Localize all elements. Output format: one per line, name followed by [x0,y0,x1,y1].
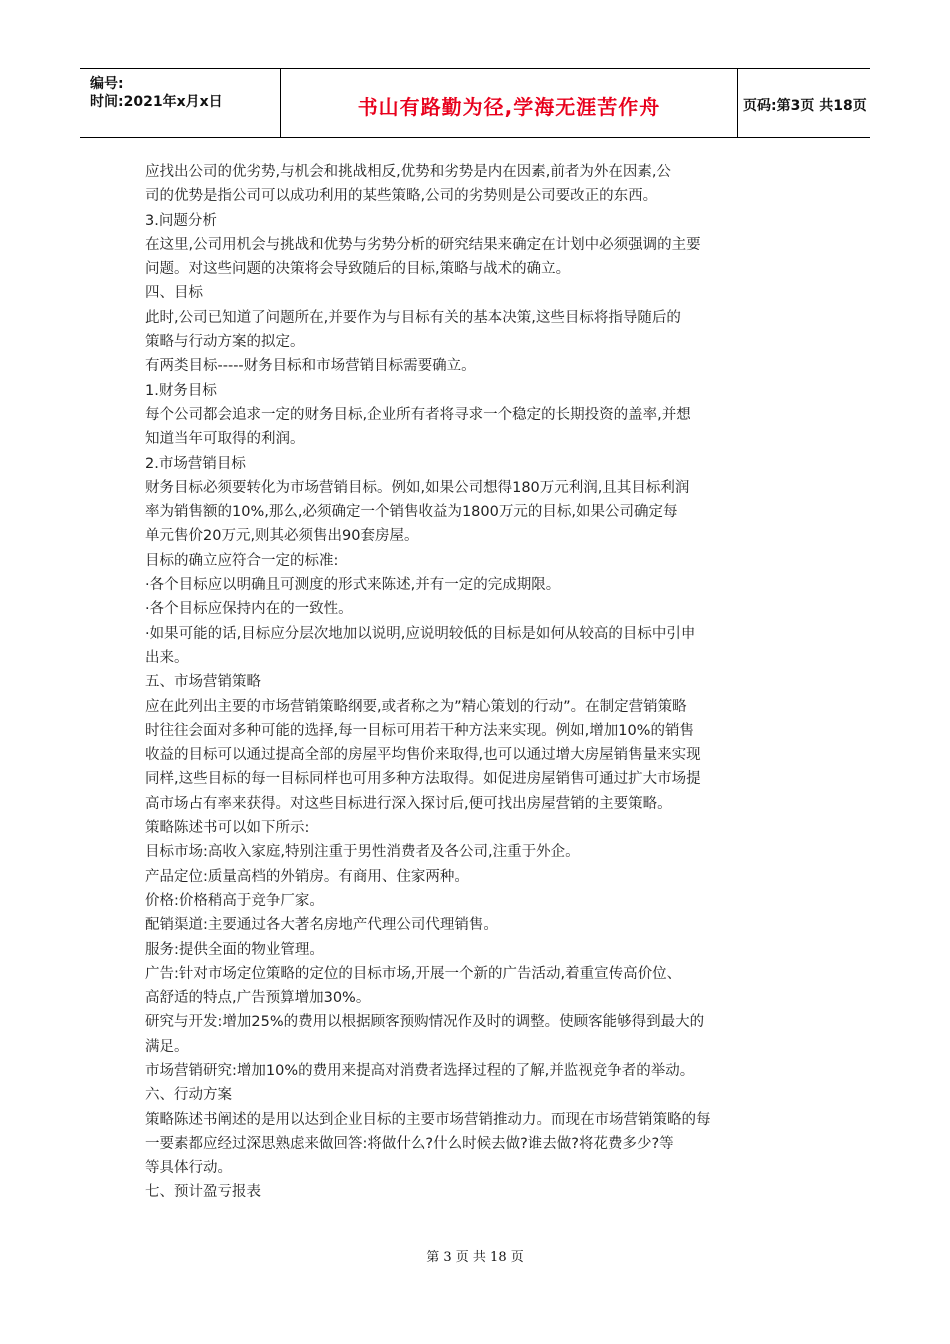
document-body [145,160,810,1205]
body-text-line: 五、市场营销策略 [145,674,261,691]
body-text-line: 服务:提供全面的物业管理。 [145,941,324,958]
body-text-line: 问题。对这些问题的决策将会导致随后的目标,策略与战术的确立。 [145,261,571,278]
body-text-line: 2.市场营销目标 [145,455,246,472]
body-text-line: 满足。 [145,1038,189,1055]
body-text-line: 研究与开发:增加25%的费用以根据顾客预购情况作及时的调整。使顾客能够得到最大的 [145,1014,705,1031]
body-text-line: ·各个目标应以明确且可测度的形式来陈述,并有一定的完成期限。 [145,577,561,594]
body-text-line: 价格:价格稍高于竞争厂家。 [145,892,324,909]
body-text-line: 在这里,公司用机会与挑战和优势与劣势分析的研究结果来确定在计划中必须强调的主要 [145,236,701,253]
page-footer: 第 3 页 共 18 页 [426,1250,524,1265]
page-header [80,68,870,138]
body-text-line: 目标的确立应符合一定的标准: [145,552,339,569]
body-text-line: 广告:针对市场定位策略的定位的目标市场,开展一个新的广告活动,着重宣传高价位、 [145,965,682,982]
document-date-label: 时间:2021年x月x日 [90,94,223,110]
body-text-line: 策略陈述书可以如下所示: [145,820,310,837]
page-code-label: 页码:第3页 共18页 [743,98,867,114]
body-text-line: 率为销售额的10%,那么,必须确定一个销售收益为1800万元的目标,如果公司确定每 [145,504,678,521]
body-text-line: 3.问题分析 [145,212,217,229]
header-motto-cell [280,69,738,137]
body-text-line: 四、目标 [145,285,203,302]
header-page-cell [737,69,870,137]
body-text-line: 每个公司都会追求一定的财务目标,企业所有者将寻求一个稳定的长期投资的盖率,并想 [145,406,691,423]
body-text-line: ·各个目标应保持内在的一致性。 [145,601,353,618]
body-text-line: 司的优势是指公司可以成功利用的某些策略,公司的劣势则是公司要改正的东西。 [145,188,658,205]
body-text-line: 一要素都应经过深思熟虑来做回答:将做什么?什么时候去做?谁去做?将花费多少?等 [145,1135,674,1152]
body-text-line: 等具体行动。 [145,1160,232,1177]
header-left-cell [80,69,280,137]
body-text-line: 高市场占有率来获得。对这些目标进行深入探讨后,便可找出房屋营销的主要策略。 [145,795,672,812]
body-text-line: 目标市场:高收入家庭,特别注重于男性消费者及各公司,注重于外企。 [145,844,580,861]
body-text-line: 1.财务目标 [145,382,217,399]
body-text-line: 高舒适的特点,广告预算增加30%。 [145,990,371,1007]
body-text-line: 知道当年可取得的利润。 [145,431,305,448]
body-text-line: 同样,这些目标的每一目标同样也可用多种方法取得。如促进房屋销售可通过扩大市场提 [145,771,701,788]
body-text-line: 有两类目标-----财务目标和市场营销目标需要确立。 [145,358,476,375]
body-text-line: 应在此列出主要的市场营销策略纲要,或者称之为”精心策划的行动”。在制定营销策略 [145,698,687,715]
document-number-label: 编号: [90,76,124,92]
body-text-line: 六、行动方案 [145,1087,232,1104]
body-text-line: 策略与行动方案的拟定。 [145,334,305,351]
body-text-line: 时往往会面对多种可能的选择,每一目标可用若干种方法来实现。例如,增加10%的销售 [145,722,694,739]
body-text-line: 配销渠道:主要通过各大著名房地产代理公司代理销售。 [145,917,498,934]
body-text-line: 单元售价20万元,则其必须售出90套房屋。 [145,528,419,545]
body-text-line: 七、预计盈亏报表 [145,1184,261,1201]
body-text-line: 产品定位:质量高档的外销房。有商用、住家两种。 [145,868,469,885]
body-text-line: 策略陈述书阐述的是用以达到企业目标的主要市场营销推动力。而现在市场营销策略的每 [145,1111,711,1128]
body-text-line: 应找出公司的优劣势,与机会和挑战相反,优势和劣势是内在因素,前者为外在因素,公 [145,164,671,180]
motto-text: 书山有路勤为径,学海无涯苦作舟 [357,95,661,119]
body-text-line: 此时,公司已知道了问题所在,并要作为与目标有关的基本决策,这些目标将指导随后的 [145,309,681,326]
body-text-line: 收益的目标可以通过提高全部的房屋平均售价来取得,也可以通过增大房屋销售量来实现 [145,747,701,764]
body-text-line: 市场营销研究:增加10%的费用来提高对消费者选择过程的了解,并监视竞争者的举动。 [145,1062,695,1079]
body-text-line: ·如果可能的话,目标应分层次地加以说明,应说明较低的目标是如何从较高的目标中引申 [145,625,696,642]
body-text-line: 出来。 [145,649,189,666]
body-text-line: 财务目标必须要转化为市场营销目标。例如,如果公司想得180万元利润,且其目标利润 [145,479,690,496]
